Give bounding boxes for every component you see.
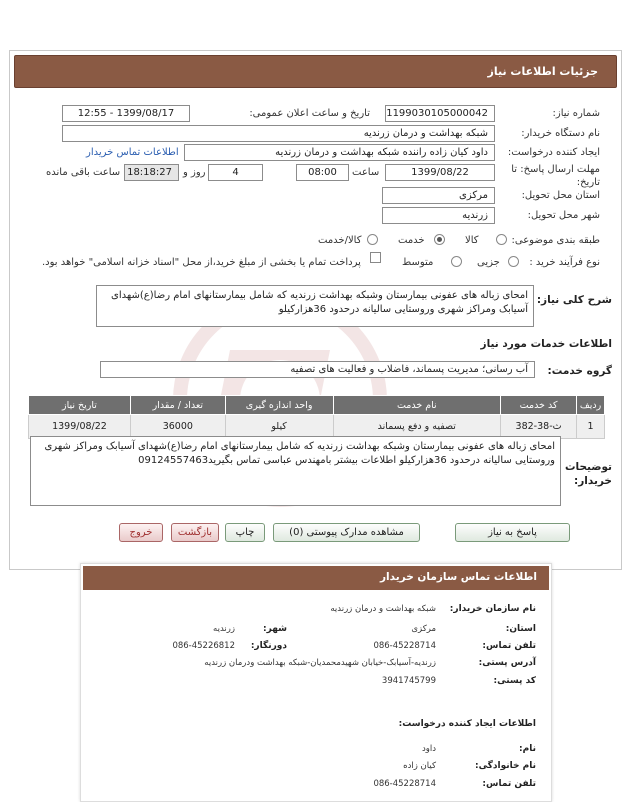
cp-address-value: زرندیه-آسیابک-خیابان شهیدمحمدیان-شبکه بهداشت ودرمان زرندیه <box>204 658 436 668</box>
process-option-minor: جزیی <box>477 257 500 268</box>
cell-service-code: ث-38-382 <box>501 415 577 439</box>
cp-province-value: مرکزی <box>411 624 436 634</box>
items-table <box>28 395 605 439</box>
remaining-time-field: 18:18:27 <box>124 164 179 181</box>
col-service-name: نام خدمت <box>333 396 501 415</box>
cell-service-name: تصفیه و دفع پسماند <box>333 415 501 439</box>
treasury-checkbox[interactable] <box>370 252 381 263</box>
cp-name-label: نام: <box>519 744 536 754</box>
cell-row: 1 <box>577 415 605 439</box>
cp-creator-phone-value: 086-45228714 <box>373 779 436 789</box>
col-quantity: تعداد / مقدار <box>130 396 225 415</box>
category-option-goods: کالا <box>465 235 479 246</box>
cp-creator-phone-label: تلفن تماس: <box>482 779 536 789</box>
deadline-time-field: 08:00 <box>296 164 349 181</box>
page-title: جزئیات اطلاعات نیاز <box>487 65 598 78</box>
category-radio-service[interactable] <box>434 234 445 245</box>
col-unit: واحد اندازه گیری <box>225 396 333 415</box>
days-field: 4 <box>208 164 263 181</box>
buyer-notes-textarea: امحای زباله های عفونی بیمارستان وشبکه بهداشت زرندیه که شامل بیمارستانهای امام رضا(ع)شهدای آسیابک ومراکز شهری وروستایی سالیانه درحدود 36هزارکیلو اطلاعات بیشتر بامهندس عباسی تماس بگیرید09124557463 <box>30 436 561 506</box>
cp-fax-value: 086-45226812 <box>172 641 235 651</box>
cp-fax-label: دورنگار: <box>250 641 287 651</box>
reply-button[interactable]: پاسخ به نیاز <box>455 523 570 542</box>
creator-section-title: اطلاعات ایجاد کننده درخواست: <box>398 719 536 729</box>
category-label: طبقه بندی موضوعی: <box>511 235 600 246</box>
summary-label: شرح کلی نیاز: <box>536 294 612 306</box>
process-radio-minor[interactable] <box>508 256 519 267</box>
back-button[interactable]: بازگشت <box>171 523 219 542</box>
cp-phone-value: 086-45228714 <box>373 641 436 651</box>
cp-name-value: داود <box>421 744 436 754</box>
remaining-label: ساعت باقی مانده <box>46 167 121 178</box>
cp-city-label: شهر: <box>263 624 287 634</box>
service-group-label: گروه خدمت: <box>547 365 612 377</box>
announce-field: 1399/08/17 - 12:55 <box>62 105 190 122</box>
city-label: شهر محل تحویل: <box>527 210 600 221</box>
process-option-medium: متوسط <box>402 257 434 268</box>
print-button[interactable]: چاپ <box>225 523 265 542</box>
buyer-field: شبکه بهداشت و درمان زرندیه <box>62 125 495 142</box>
deadline-date-field: 1399/08/22 <box>385 164 495 181</box>
city-field: زرندیه <box>382 207 495 224</box>
buyer-label: نام دستگاه خریدار: <box>521 128 600 139</box>
province-label: استان محل تحویل: <box>521 190 600 201</box>
table-row <box>29 415 605 439</box>
payment-note: پرداخت تمام یا بخشی از مبلغ خرید،از محل "اسناد خزانه اسلامی" خواهد بود. <box>42 257 361 268</box>
summary-textarea: امحای زباله های عفونی بیمارستان وشبکه بهداشت زرندیه که شامل بیمارستانهای امام رضا(ع)شهدای آسیابک ومراکز شهری وروستایی سالیانه درحدود 36هزارکیلو <box>96 285 534 327</box>
org-value: شبکه بهداشت و درمان زرندیه <box>330 604 436 614</box>
creator-label: ایجاد کننده درخواست: <box>507 147 600 158</box>
days-label: روز و <box>183 167 206 178</box>
contact-panel-title: اطلاعات تماس سازمان خریدار <box>380 571 537 583</box>
attachments-button[interactable]: مشاهده مدارک پیوستی (0) <box>273 523 420 542</box>
col-service-code: کد خدمت <box>501 396 577 415</box>
cp-postal-label: کد پستی: <box>493 676 536 686</box>
services-title: اطلاعات خدمات مورد نیاز <box>480 338 612 350</box>
process-label: نوع فرآیند خرید : <box>529 257 600 268</box>
buyer-notes-label: توضیحات خریدار: <box>564 461 612 487</box>
cp-family-value: کیان زاده <box>403 761 436 771</box>
cell-quantity: 36000 <box>130 415 225 439</box>
cp-phone-label: تلفن تماس: <box>482 641 536 651</box>
creator-field: داود کیان زاده راننده شبکه بهداشت و درمان زرندیه <box>184 144 495 161</box>
need-number-field: 1199030105000042 <box>385 105 495 122</box>
col-row: ردیف <box>577 396 605 415</box>
org-label: نام سازمان خریدار: <box>449 604 536 614</box>
service-group-field: آب رسانی؛ مدیریت پسماند، فاضلاب و فعالیت های تصفیه <box>100 361 535 378</box>
deadline-label: مهلت ارسال پاسخ: تا تاریخ: <box>511 164 600 188</box>
need-number-label: شماره نیاز: <box>552 108 600 119</box>
col-need-date: تاریخ نیاز <box>29 396 131 415</box>
contact-panel-header <box>83 566 549 590</box>
cell-need-date: 1399/08/22 <box>29 415 131 439</box>
category-radio-goods[interactable] <box>496 234 507 245</box>
cp-postal-value: 3941745799 <box>381 676 436 686</box>
cp-province-label: استان: <box>505 624 536 634</box>
category-option-service: خدمت <box>398 235 425 246</box>
cell-unit: کیلو <box>225 415 333 439</box>
exit-button[interactable]: خروج <box>119 523 163 542</box>
page-header <box>14 55 617 88</box>
buyer-contact-link[interactable]: اطلاعات تماس خریدار <box>86 147 179 158</box>
announce-label: تاریخ و ساعت اعلان عمومی: <box>249 108 370 119</box>
cp-address-label: آدرس پستی: <box>478 658 536 668</box>
category-radio-both[interactable] <box>367 234 378 245</box>
province-field: مرکزی <box>382 187 495 204</box>
process-radio-medium[interactable] <box>451 256 462 267</box>
cp-city-value: زرندیه <box>213 624 235 634</box>
cp-family-label: نام خانوادگی: <box>474 761 536 771</box>
category-option-both: کالا/خدمت <box>318 235 362 246</box>
time-label: ساعت <box>352 167 380 178</box>
